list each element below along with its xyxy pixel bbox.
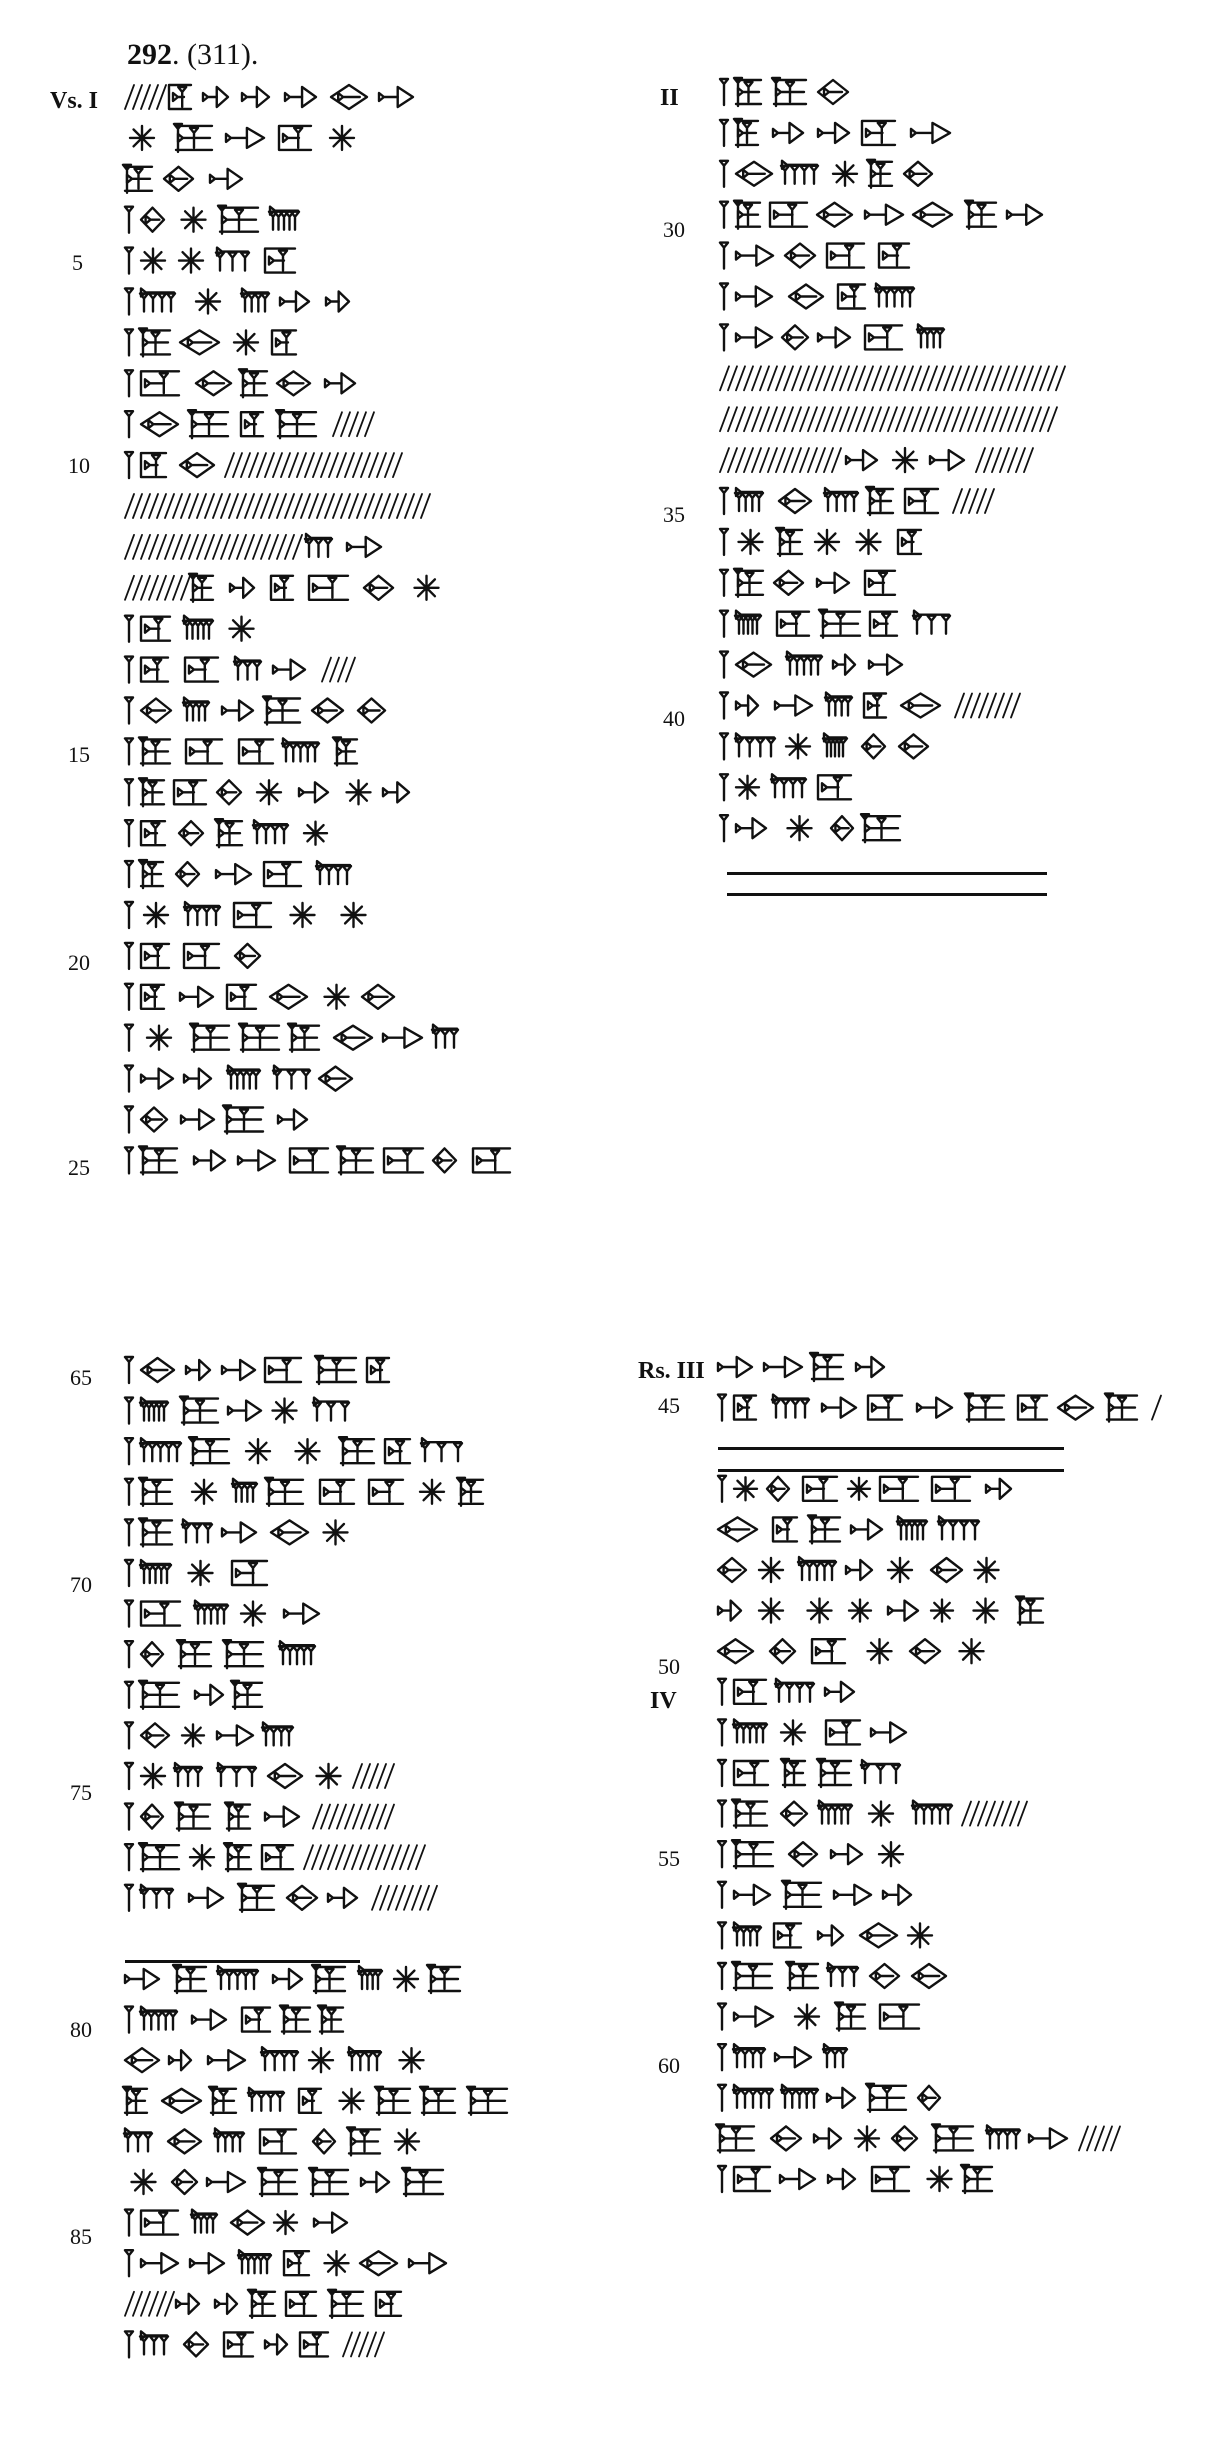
cuneiform-line — [720, 733, 928, 759]
line-number: 15 — [68, 742, 90, 767]
cuneiform-line — [125, 1397, 349, 1425]
cuneiform-line — [125, 1024, 458, 1052]
cuneiform-line — [125, 289, 349, 315]
cuneiform-line — [125, 737, 357, 765]
cuneiform-line — [125, 1640, 315, 1668]
cuneiform-line — [125, 206, 299, 234]
cuneiform-line — [718, 1922, 932, 1948]
cuneiform-line — [125, 1478, 483, 1506]
cuneiform-line — [125, 2210, 347, 2236]
cuneiform-line — [718, 1800, 1027, 1828]
cuneiform-line — [125, 1356, 389, 1384]
line-number: 55 — [658, 1846, 680, 1871]
cuneiform-line — [125, 984, 394, 1010]
cuneiform-line — [720, 78, 848, 106]
cuneiform-line — [125, 860, 351, 888]
cuneiform-line — [720, 814, 900, 842]
cuneiform-line — [125, 1146, 510, 1174]
line-number: 80 — [70, 2017, 92, 2042]
cuneiform-line — [718, 1476, 1011, 1502]
cuneiform-line — [125, 819, 327, 847]
cuneiform-line — [125, 657, 355, 683]
cuneiform-line — [125, 1681, 262, 1709]
line-number: 25 — [68, 1155, 90, 1180]
line-number: 65 — [70, 1365, 92, 1390]
column-header-iv: IV — [650, 1688, 677, 1714]
section-rule — [727, 893, 1047, 896]
cuneiform-line — [720, 693, 1020, 719]
cuneiform-line — [125, 1601, 319, 1627]
line-number: 20 — [68, 950, 90, 975]
cuneiform-line — [718, 1881, 911, 1909]
cuneiform-line — [720, 119, 950, 147]
cuneiform-line — [125, 494, 430, 518]
cuneiform-line — [718, 1597, 1043, 1625]
line-number: 60 — [658, 2053, 680, 2078]
cuneiform-line — [718, 1759, 900, 1787]
cuneiform-line — [125, 697, 385, 725]
cuneiform-line — [720, 610, 950, 638]
cuneiform-line — [720, 487, 994, 515]
cuneiform-line — [132, 2168, 444, 2196]
cuneiform-line — [718, 1962, 946, 1990]
cuneiform-line — [125, 1722, 293, 1748]
column-i-signs — [123, 85, 510, 1174]
cuneiform-line — [720, 448, 1033, 472]
line-number: 85 — [70, 2224, 92, 2249]
cuneiform-line — [125, 1437, 462, 1465]
cuneiform-line — [125, 369, 355, 397]
line-number: 70 — [70, 1572, 92, 1597]
cuneiform-line — [718, 1515, 979, 1543]
column-right-lower-signs — [716, 1353, 1161, 2193]
cuneiform-line — [718, 2044, 847, 2070]
line-number: 5 — [72, 250, 83, 275]
column-left-lower-signs — [123, 1356, 507, 2357]
column-header-rs-iii: Rs. III — [638, 1358, 705, 1384]
section-rule — [718, 1469, 1064, 1472]
cuneiform-line — [718, 1639, 984, 1663]
cuneiform-line — [720, 243, 909, 269]
cuneiform-line — [125, 2047, 424, 2072]
cuneiform-line — [125, 1843, 425, 1871]
cuneiform-line — [718, 1719, 906, 1745]
cuneiform-line — [125, 1803, 394, 1831]
column-header-vs-i: Vs. I — [50, 88, 99, 114]
line-number: 45 — [658, 1393, 680, 1418]
cuneiform-line — [720, 774, 851, 800]
cuneiform-line — [718, 1557, 999, 1582]
cuneiform-line — [125, 778, 409, 806]
section-rule — [718, 1447, 1064, 1450]
cuneiform-line — [720, 528, 921, 556]
cuneiform-line — [125, 1884, 437, 1912]
column-ii-signs — [720, 78, 1065, 842]
cuneiform-line — [125, 902, 366, 928]
cuneiform-line — [125, 2290, 401, 2318]
cuneiform-line — [718, 1394, 1161, 1422]
cuneiform-line — [125, 1518, 348, 1546]
line-number: 30 — [663, 217, 685, 242]
section-rule — [727, 872, 1047, 875]
cuneiform-line — [720, 284, 914, 310]
cuneiform-line — [720, 160, 932, 188]
cuneiform-line — [720, 201, 1042, 229]
cuneiform-line — [125, 1066, 352, 1092]
cuneiform-line — [125, 452, 402, 478]
cuneiform-line — [125, 1560, 267, 1586]
column-header-ii: II — [660, 85, 679, 111]
cuneiform-line — [716, 2124, 1120, 2152]
plate-number: 292 — [127, 38, 172, 71]
cuneiform-line — [720, 652, 902, 678]
cuneiform-line — [720, 324, 944, 350]
line-number: 75 — [70, 1780, 92, 1805]
cuneiform-line — [125, 328, 296, 356]
cuneiform-line — [718, 1840, 903, 1868]
cuneiform-line — [125, 2250, 446, 2276]
line-number: 10 — [68, 453, 90, 478]
cuneiform-line — [718, 2084, 940, 2112]
cuneiform-line — [720, 569, 895, 597]
line-number: 35 — [663, 502, 685, 527]
cuneiform-line — [125, 534, 381, 559]
cuneiform-line — [125, 616, 254, 642]
cuneiform-line — [125, 85, 413, 109]
cuneiform-line — [718, 2165, 992, 2193]
plate-paren-number: (311) — [187, 38, 251, 71]
cuneiform-line — [718, 1353, 884, 1381]
cuneiform-line — [130, 124, 354, 152]
line-number: 40 — [663, 706, 685, 731]
cuneiform-line — [125, 1763, 394, 1789]
section-rule — [125, 1960, 360, 1963]
cuneiform-line — [718, 1679, 854, 1705]
cuneiform-line — [720, 407, 1057, 431]
cuneiform-line — [125, 2331, 384, 2357]
cuneiform-line — [125, 1106, 307, 1134]
cuneiform-line — [123, 2087, 507, 2115]
plate-title: 292. (311). — [127, 38, 259, 71]
cuneiform-line — [125, 2006, 343, 2034]
cuneiform-line — [123, 165, 242, 193]
line-number: 50 — [658, 1654, 680, 1679]
cuneiform-line — [720, 366, 1065, 390]
cuneiform-line — [125, 410, 374, 438]
cuneiform-line — [125, 1965, 460, 1993]
cuneiform-line — [125, 574, 439, 602]
cuneiform-line — [125, 943, 260, 969]
cuneiform-line — [718, 2003, 919, 2031]
cuneiform-line — [125, 248, 295, 274]
cuneiform-line — [124, 2127, 419, 2155]
